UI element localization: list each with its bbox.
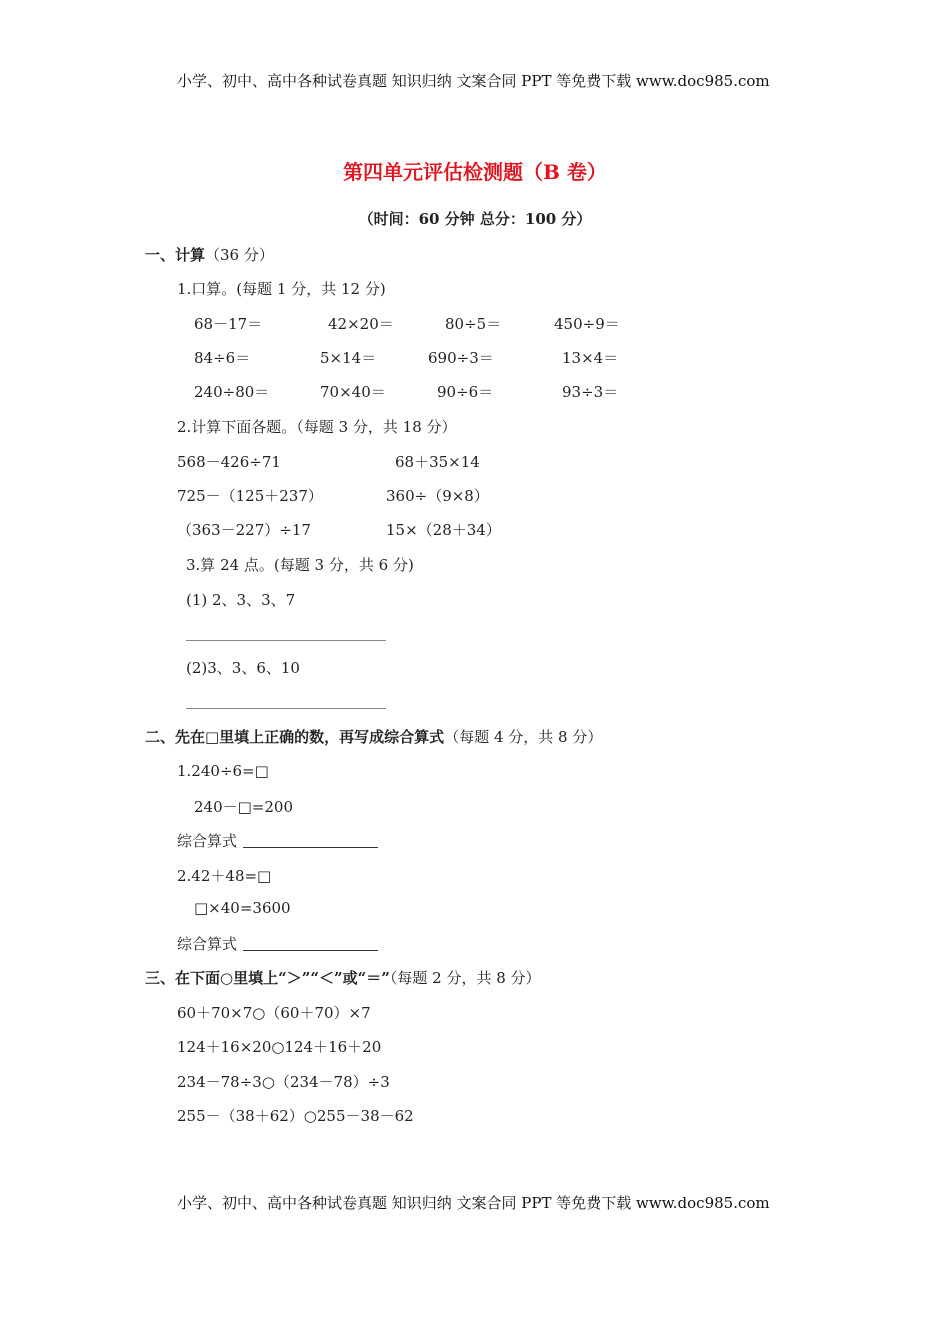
- mental-math-item: 84÷6＝: [194, 349, 251, 367]
- mental-math-item: 450÷9＝: [554, 315, 620, 333]
- section-2-heading: 二、先在□里填上正确的数，再写成综合算式: [145, 728, 445, 746]
- q3-label: 3.算 24 点。(每题 3 分，共 6 分): [186, 556, 414, 574]
- exam-time-score: （时间：60 分钟 总分：100 分）: [358, 210, 592, 228]
- answer-line: [186, 640, 386, 641]
- section-1-heading-row: [145, 244, 274, 265]
- mental-math-item: 690÷3＝: [428, 349, 494, 367]
- page-footer: 小学、初中、高中各种试卷真题 知识归纳 文案合同 PPT 等免费下载 www.doc985.com: [177, 1194, 770, 1212]
- mental-math-item: 68－17＝: [194, 315, 263, 333]
- calc-item: 68＋35×14: [395, 453, 480, 471]
- compare-item: 124＋16×20○124＋16＋20: [177, 1038, 382, 1056]
- fill-line: 2.42＋48=□: [177, 867, 272, 885]
- calc-item: 568－426÷71: [177, 453, 281, 471]
- section-2-score: （每题 4 分，共 8 分）: [444, 728, 603, 746]
- combined-formula-label: 综合算式: [177, 935, 238, 953]
- mental-math-item: 5×14＝: [320, 349, 377, 367]
- calc-item: （363－227）÷17: [177, 521, 311, 539]
- q2-label: 2.计算下面各题。（每题 3 分，共 18 分）: [177, 418, 457, 436]
- calc-item: 725－（125＋237）: [177, 487, 323, 505]
- compare-item: 234－78÷3○（234－78）÷3: [177, 1073, 390, 1091]
- fill-line: 240－□=200: [194, 798, 294, 816]
- point24-item-2: (2)3、3、6、10: [186, 659, 300, 677]
- mental-math-item: 42×20＝: [328, 315, 394, 333]
- section-1-heading: 一、计算: [145, 246, 206, 264]
- compare-item: 255－（38＋62）○255－38－62: [177, 1107, 414, 1125]
- section-1-score: （36 分）: [205, 246, 274, 264]
- answer-line: [186, 708, 386, 709]
- section-3-heading-row: [145, 967, 541, 988]
- compare-item: 60＋70×7○（60＋70）×7: [177, 1004, 371, 1022]
- section-2-heading-row: [145, 726, 602, 747]
- fill-line: □×40=3600: [194, 899, 291, 917]
- mental-math-item: 240÷80＝: [194, 383, 270, 401]
- mental-math-item: 80÷5＝: [445, 315, 502, 333]
- answer-line: [243, 847, 378, 848]
- fill-line: 1.240÷6=□: [177, 762, 269, 780]
- mental-math-item: 90÷6＝: [437, 383, 494, 401]
- section-3-score: （每题 2 分，共 8 分）: [389, 969, 541, 987]
- answer-line: [243, 950, 378, 951]
- mental-math-item: 93÷3＝: [562, 383, 619, 401]
- q1-label: 1.口算。(每题 1 分，共 12 分): [177, 280, 386, 298]
- point24-item-1: (1) 2、3、3、7: [186, 591, 296, 609]
- section-3-heading: 三、在下面○里填上“＞”“＜”或“＝”: [145, 969, 390, 987]
- page-title: 第四单元评估检测题（B 卷）: [343, 160, 607, 184]
- mental-math-item: 70×40＝: [320, 383, 386, 401]
- combined-formula-label: 综合算式: [177, 832, 238, 850]
- calc-item: 360÷（9×8）: [386, 487, 489, 505]
- mental-math-item: 13×4＝: [562, 349, 619, 367]
- page-header: 小学、初中、高中各种试卷真题 知识归纳 文案合同 PPT 等免费下载 www.doc985.com: [177, 72, 770, 90]
- calc-item: 15×（28＋34）: [386, 521, 501, 539]
